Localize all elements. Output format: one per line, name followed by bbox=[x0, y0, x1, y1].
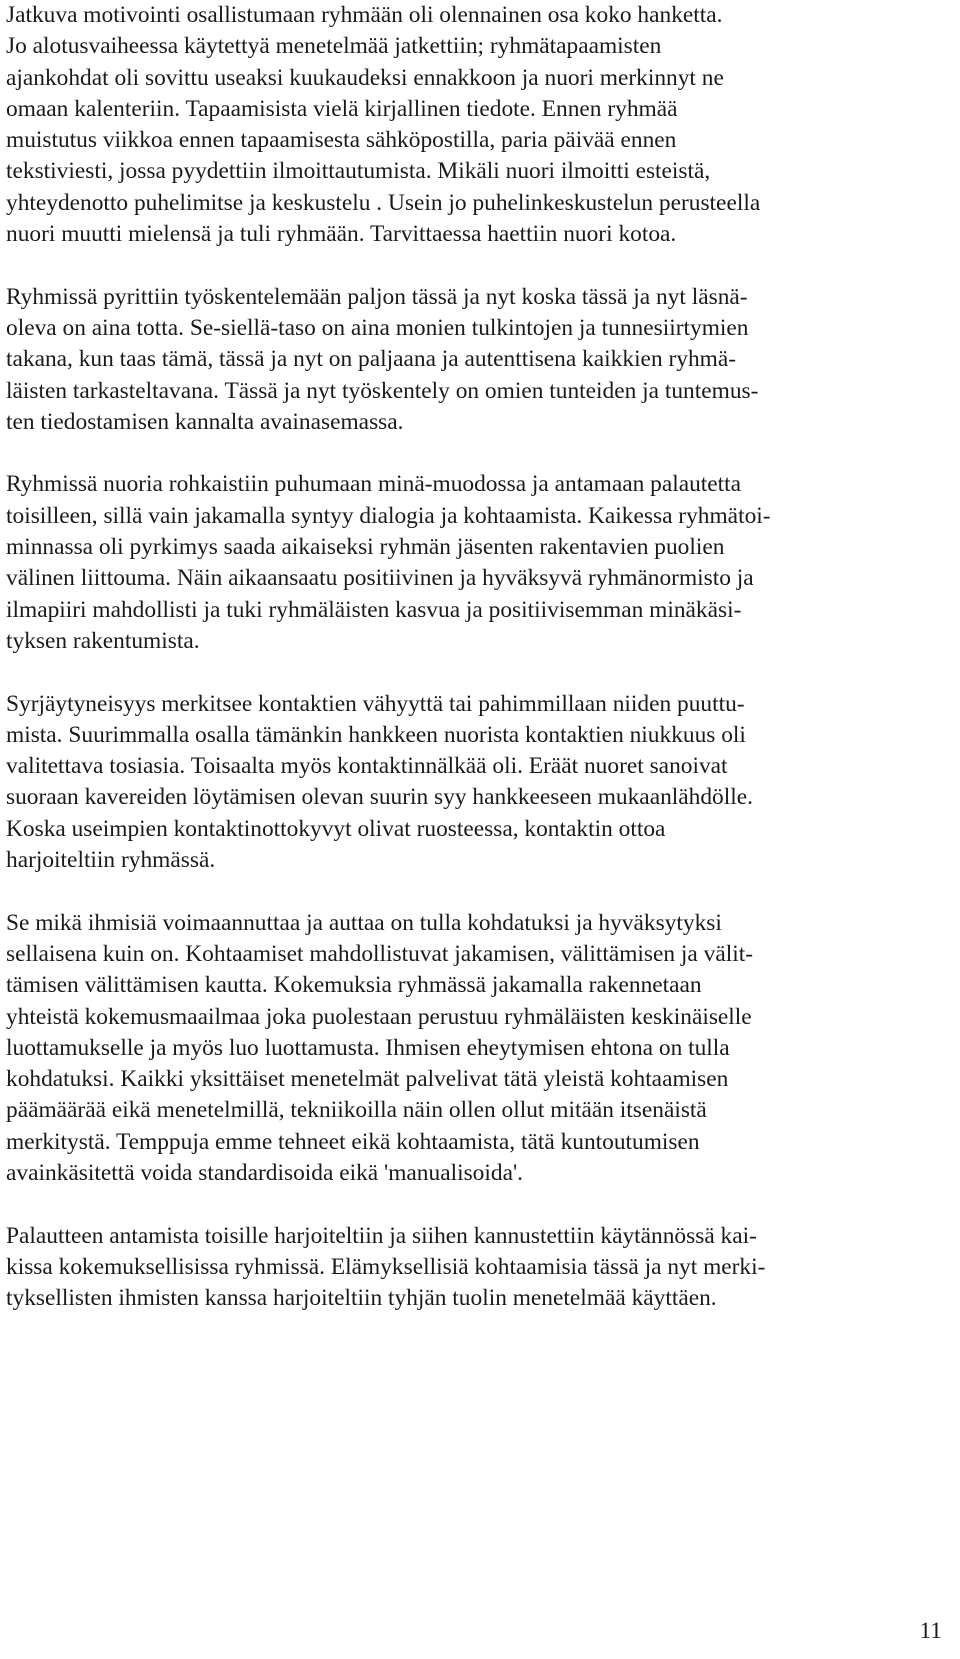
text-line: sellaisena kuin on. Kohtaamiset mahdollistuvat jakamisen, välittämisen ja välit- bbox=[6, 940, 754, 967]
text-line: tekstiviesti, jossa pyydettiin ilmoittautumista. Mikäli nuori ilmoitti esteistä, bbox=[6, 158, 711, 185]
text-line: nuori muutti mielensä ja tuli ryhmään. Tarvittaessa haettiin nuori kotoa. bbox=[6, 221, 677, 248]
text-line: omaan kalenteriin. Tapaamisista vielä kirjallinen tiedote. Ennen ryhmää bbox=[6, 95, 678, 122]
text-line: harjoiteltiin ryhmässä. bbox=[6, 847, 216, 874]
text-line: yhteistä kokemusmaailmaa joka puolestaan perustuu ryhmäläisten keskinäiselle bbox=[6, 1003, 752, 1030]
text-line: minnassa oli pyrkimys saada aikaiseksi ryhmän jäsenten rakentavien puolien bbox=[6, 534, 725, 561]
text-line: välinen liittouma. Näin aikaansaatu positiivinen ja hyväksyvä ryhmänormisto ja bbox=[6, 565, 754, 592]
paragraph-social-exclusion bbox=[6, 689, 954, 877]
paragraph-motivation bbox=[6, 0, 954, 250]
text-line: Syrjäytyneisyys merkitsee kontaktien vähyyttä tai pahimmillaan niiden puuttu- bbox=[6, 690, 745, 717]
paragraph-spacer bbox=[6, 250, 954, 281]
text-line: avainkäsitettä voida standardisoida eikä 'manualisoida'. bbox=[6, 1159, 524, 1186]
paragraph-feedback-dialogue bbox=[6, 469, 954, 657]
paragraph-spacer bbox=[6, 657, 954, 688]
text-line: luottamukselle ja myös luo luottamusta. Ihmisen eheytymisen ehtona on tulla bbox=[6, 1034, 730, 1061]
text-line: kissa kokemuksellisissa ryhmissä. Elämyksellisiä kohtaamisia tässä ja nyt merki- bbox=[6, 1253, 766, 1280]
text-line: läisten tarkasteltavana. Tässä ja nyt työskentely on omien tunteiden ja tuntemus- bbox=[6, 377, 759, 404]
text-line: tämisen välittämisen kautta. Kokemuksia ryhmässä jakamalla rakennetaan bbox=[6, 972, 702, 999]
text-line: mista. Suurimmalla osalla tämänkin hankkeen nuorista kontaktien niukkuus oli bbox=[6, 721, 746, 748]
text-line: toisilleen, sillä vain jakamalla syntyy dialogia ja kohtaamista. Kaikessa ryhmätoi- bbox=[6, 502, 771, 529]
text-line: ilmapiiri mahdollisti ja tuki ryhmäläisten kasvua ja positiivisemman minäkäsi- bbox=[6, 596, 742, 623]
text-line: Jo alotusvaiheessa käytettyä menetelmää jatkettiin; ryhmätapaamisten bbox=[6, 33, 662, 60]
text-line: tyksen rakentumista. bbox=[6, 627, 200, 654]
text-line: Ryhmissä pyrittiin työskentelemään paljon tässä ja nyt koska tässä ja nyt läsnä- bbox=[6, 283, 748, 310]
text-line: suoraan kavereiden löytämisen olevan suurin syy hankkeeseen mukaanlähdölle. bbox=[6, 784, 753, 811]
document-body bbox=[6, 0, 954, 1314]
paragraph-here-and-now bbox=[6, 282, 954, 438]
text-line: Palautteen antamista toisille harjoiteltiin ja siihen kannustettiin käytännössä kai- bbox=[6, 1222, 757, 1249]
text-line: kohdatuksi. Kaikki yksittäiset menetelmät palvelivat tätä yleistä kohtaamisen bbox=[6, 1066, 729, 1093]
text-line: päämäärää eikä menetelmillä, tekniikoilla näin ollen ollut mitään itsenäistä bbox=[6, 1097, 707, 1124]
text-line: Jatkuva motivointi osallistumaan ryhmään oli olennainen osa koko hanketta. bbox=[6, 2, 723, 28]
text-line: valitettava tosiasia. Toisaalta myös kontaktinnälkää oli. Eräät nuoret sanoivat bbox=[6, 753, 728, 780]
text-line: ajankohdat oli sovittu useaksi kuukaudeksi ennakkoon ja nuori merkinnyt ne bbox=[6, 64, 724, 91]
paragraph-spacer bbox=[6, 1189, 954, 1220]
text-line: ten tiedostamisen kannalta avainasemassa. bbox=[6, 408, 404, 435]
paragraph-spacer bbox=[6, 438, 954, 469]
paragraph-spacer bbox=[6, 876, 954, 907]
page-number: 11 bbox=[919, 1618, 942, 1644]
text-line: yhteydenotto puhelimitse ja keskustelu . Usein jo puhelinkeskustelun perusteella bbox=[6, 189, 761, 216]
paragraph-encounter bbox=[6, 908, 954, 1190]
text-line: takana, kun taas tämä, tässä ja nyt on paljaana ja autenttisena kaikkien ryhmä- bbox=[6, 346, 737, 373]
text-line: merkitystä. Temppuja emme tehneet eikä kohtaamista, tätä kuntoutumisen bbox=[6, 1128, 700, 1155]
paragraph-empty-chair bbox=[6, 1221, 954, 1315]
text-line: Koska useimpien kontaktinottokyvyt olivat ruosteessa, kontaktin ottoa bbox=[6, 815, 666, 842]
text-line: Se mikä ihmisiä voimaannuttaa ja auttaa on tulla kohdatuksi ja hyväksytyksi bbox=[6, 909, 722, 936]
text-line: Ryhmissä nuoria rohkaistiin puhumaan minä-muodossa ja antamaan palautetta bbox=[6, 471, 742, 498]
text-line: oleva on aina totta. Se-siellä-taso on aina monien tulkintojen ja tunnesiirtymien bbox=[6, 314, 749, 341]
text-line: tyksellisten ihmisten kanssa harjoiteltiin tyhjän tuolin menetelmää käyttäen. bbox=[6, 1285, 717, 1312]
text-line: muistutus viikkoa ennen tapaamisesta sähköpostilla, paria päivää ennen bbox=[6, 127, 677, 154]
